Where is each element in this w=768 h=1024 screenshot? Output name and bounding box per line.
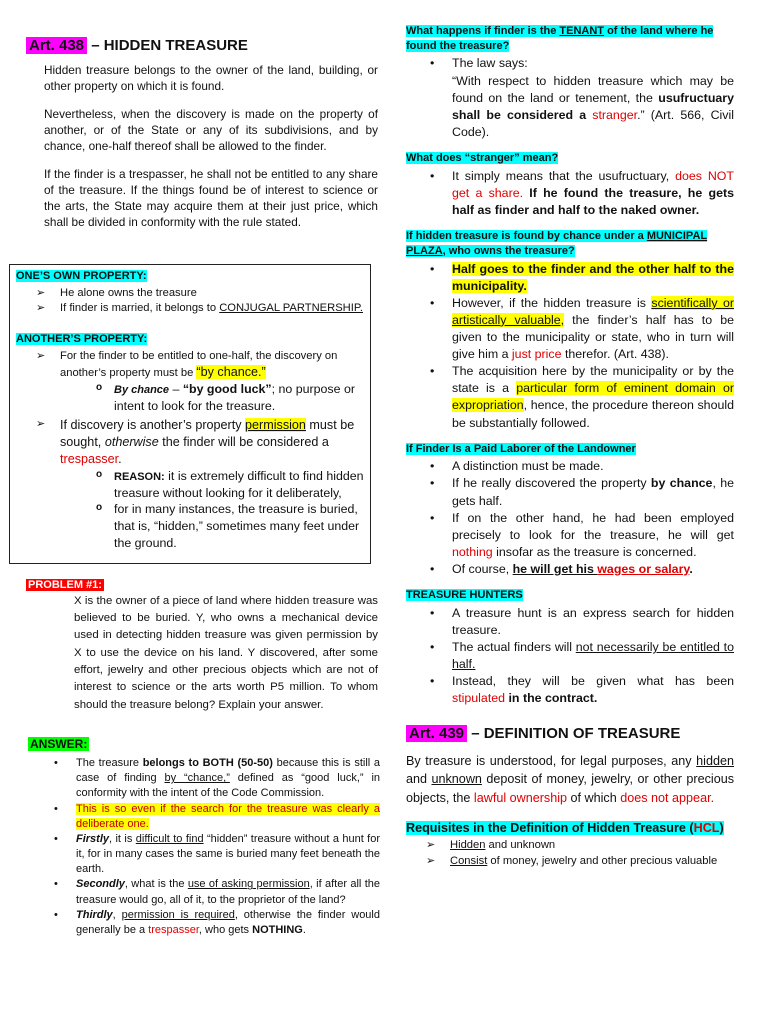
plaza-question: If hidden treasure is found by chance under a MUNICIPAL PLAZA, who owns the treasure? (406, 230, 708, 257)
tenant-question: What happens if finder is the TENANT of the land where he found the treasure? (406, 25, 714, 52)
laborer-question: If Finder Is a Paid Laborer of the Landowner (406, 442, 636, 455)
problem-section (26, 576, 378, 714)
tenant-section (406, 24, 734, 141)
own-property-list (16, 286, 366, 316)
list-item: • This is so even if the search for the treasure was clearly a deliberate one. (28, 802, 380, 832)
article-title: – DEFINITION OF TREASURE (467, 724, 681, 742)
list-item: • The law says: “With respect to hidden treasure which may be found on the land or tenement, the usufructuary shall be considered a stranger.” (Art. 566, Civil Code). (406, 55, 734, 141)
list-item: • Instead, they will be given what has been stipulated in the contract. (406, 673, 734, 707)
article-439-paragraph: By treasure is understood, for legal purposes, any hidden and unknown deposit of money, jewelry, or other precious objects, the lawful ownership of which does not appear. (406, 753, 734, 805)
list-item: • Thirdly, permission is required, otherwise the finder would generally be a trespasser, who gets NOTHING. (28, 908, 380, 938)
right-column (406, 24, 734, 869)
list-item: • A treasure hunt is an express search for hidden treasure. (406, 605, 734, 639)
another-property-list (16, 349, 366, 381)
hunters-heading: TREASURE HUNTERS (406, 589, 523, 602)
article-438-paragraph-1: Hidden treasure belongs to the owner of the land, building, or other property on which it is found. (44, 63, 378, 94)
list-item: • It simply means that the usufructuary, does NOT get a share. If he found the treasure, he gets half as finder and half to the naked owner. (406, 168, 734, 219)
another-property-heading: ANOTHER’S PROPERTY: (16, 333, 148, 346)
plaza-section (406, 229, 734, 432)
requisites-list (406, 838, 734, 868)
sub-list-item: o for in many instances, the treasure is buried, that is, “hidden,” sometimes many feet under the ground. (16, 501, 366, 551)
article-number: Art. 439 (406, 725, 467, 742)
list-item: ➢ Hidden and unknown (406, 838, 734, 853)
list-item: • The acquisition here by the municipality or by the state is a particular form of eminent domain or expropriation, hence, the procedure thereon should be substantially followed. (406, 363, 734, 431)
hunters-section (406, 588, 734, 707)
article-438-paragraph-3: If the finder is a trespasser, he shall not be entitled to any share of the treasure. If the things found be of interest to science or the arts, the State may acquire them at their just price, which shall be divided in conformity with the rule stated. (44, 167, 378, 230)
article-439-section (406, 724, 734, 869)
left-column (26, 36, 378, 242)
requisites-heading: Requisites in the Definition of Hidden Treasure (HCL) (406, 820, 724, 835)
answer-label: ANSWER: (30, 737, 88, 751)
list-item: • A distinction must be made. (406, 458, 734, 475)
problem-text: X is the owner of a piece of land where hidden treasure was believed to be buried. Y, who owns a mechanical device used in detecting hidden treasure was given permission by X to use the device on his land. Y discovered, after some effort, jewelry and other precious objects which are not of interest to science or the arts worth P5 million. To whom should the treasure belong? Explain your answer. (74, 594, 378, 711)
own-property-heading: ONE’S OWN PROPERTY: (16, 270, 147, 282)
problem-label: PROBLEM #1: (28, 579, 102, 591)
stranger-question: What does “stranger” mean? (406, 152, 559, 165)
list-item: • However, if the hidden treasure is scientifically or artistically valuable, the finder’s half has to be given to the municipality or state, who in turn will give him a just price therefor. (Art. 438). (406, 295, 734, 363)
article-439-heading (406, 724, 734, 744)
list-item: • The actual finders will not necessarily be entitled to half. (406, 639, 734, 673)
list-item: • Half goes to the finder and the other half to the municipality. (406, 261, 734, 295)
article-title: – HIDDEN TREASURE (87, 37, 248, 54)
stranger-section (406, 151, 734, 219)
article-number: Art. 438 (26, 37, 87, 54)
sub-list-item: o REASON: it is extremely difficult to find hidden treasure without looking for it deliberately, (16, 468, 366, 501)
list-item: ➢ If discovery is another’s property permission must be sought, otherwise the finder will be considered a trespasser. (16, 417, 366, 468)
sub-list-item: o By chance – “by good luck”; no purpose or intent to look for the treasure. (16, 381, 366, 414)
list-item: • The treasure belongs to BOTH (50-50) because this is still a case of finding by “chance,” defined as “good luck,” in conformity with the intent of the Code Commission. (28, 756, 380, 802)
answer-list (28, 756, 380, 938)
laborer-section (406, 442, 734, 579)
list-item: • Secondly, what is the use of asking permission, if after all the treasure would go, all of it, to the proprietor of the land? (28, 877, 380, 907)
list-item: • If he really discovered the property by chance, he gets half. (406, 475, 734, 509)
list-item: • Firstly, it is difficult to find “hidden” treasure without a hunt for it, for in many cases the same is buried many feet beneath the earth. (28, 832, 380, 878)
list-item: • Of course, he will get his wages or salary. (406, 561, 734, 578)
answer-section (28, 736, 380, 938)
list-item: ➢ For the finder to be entitled to one-half, the discovery on another’s property must be “by chance.” (16, 349, 366, 381)
list-item: • If on the other hand, he had been employed precisely to look for the treasure, he will get nothing insofar as the treasure is concerned. (406, 510, 734, 561)
list-item: ➢ Consist of money, jewelry and other precious valuable (406, 854, 734, 869)
article-438-paragraph-2: Nevertheless, when the discovery is made on the property of another, or of the State or any of its subdivisions, and by chance, one-half thereof shall be allowed to the finder. (44, 107, 378, 154)
article-438-heading (26, 36, 378, 56)
list-item: ➢ If finder is married, it belongs to CONJUGAL PARTNERSHIP. (16, 301, 366, 316)
list-item: ➢ He alone owns the treasure (16, 286, 366, 301)
property-box (9, 264, 371, 564)
